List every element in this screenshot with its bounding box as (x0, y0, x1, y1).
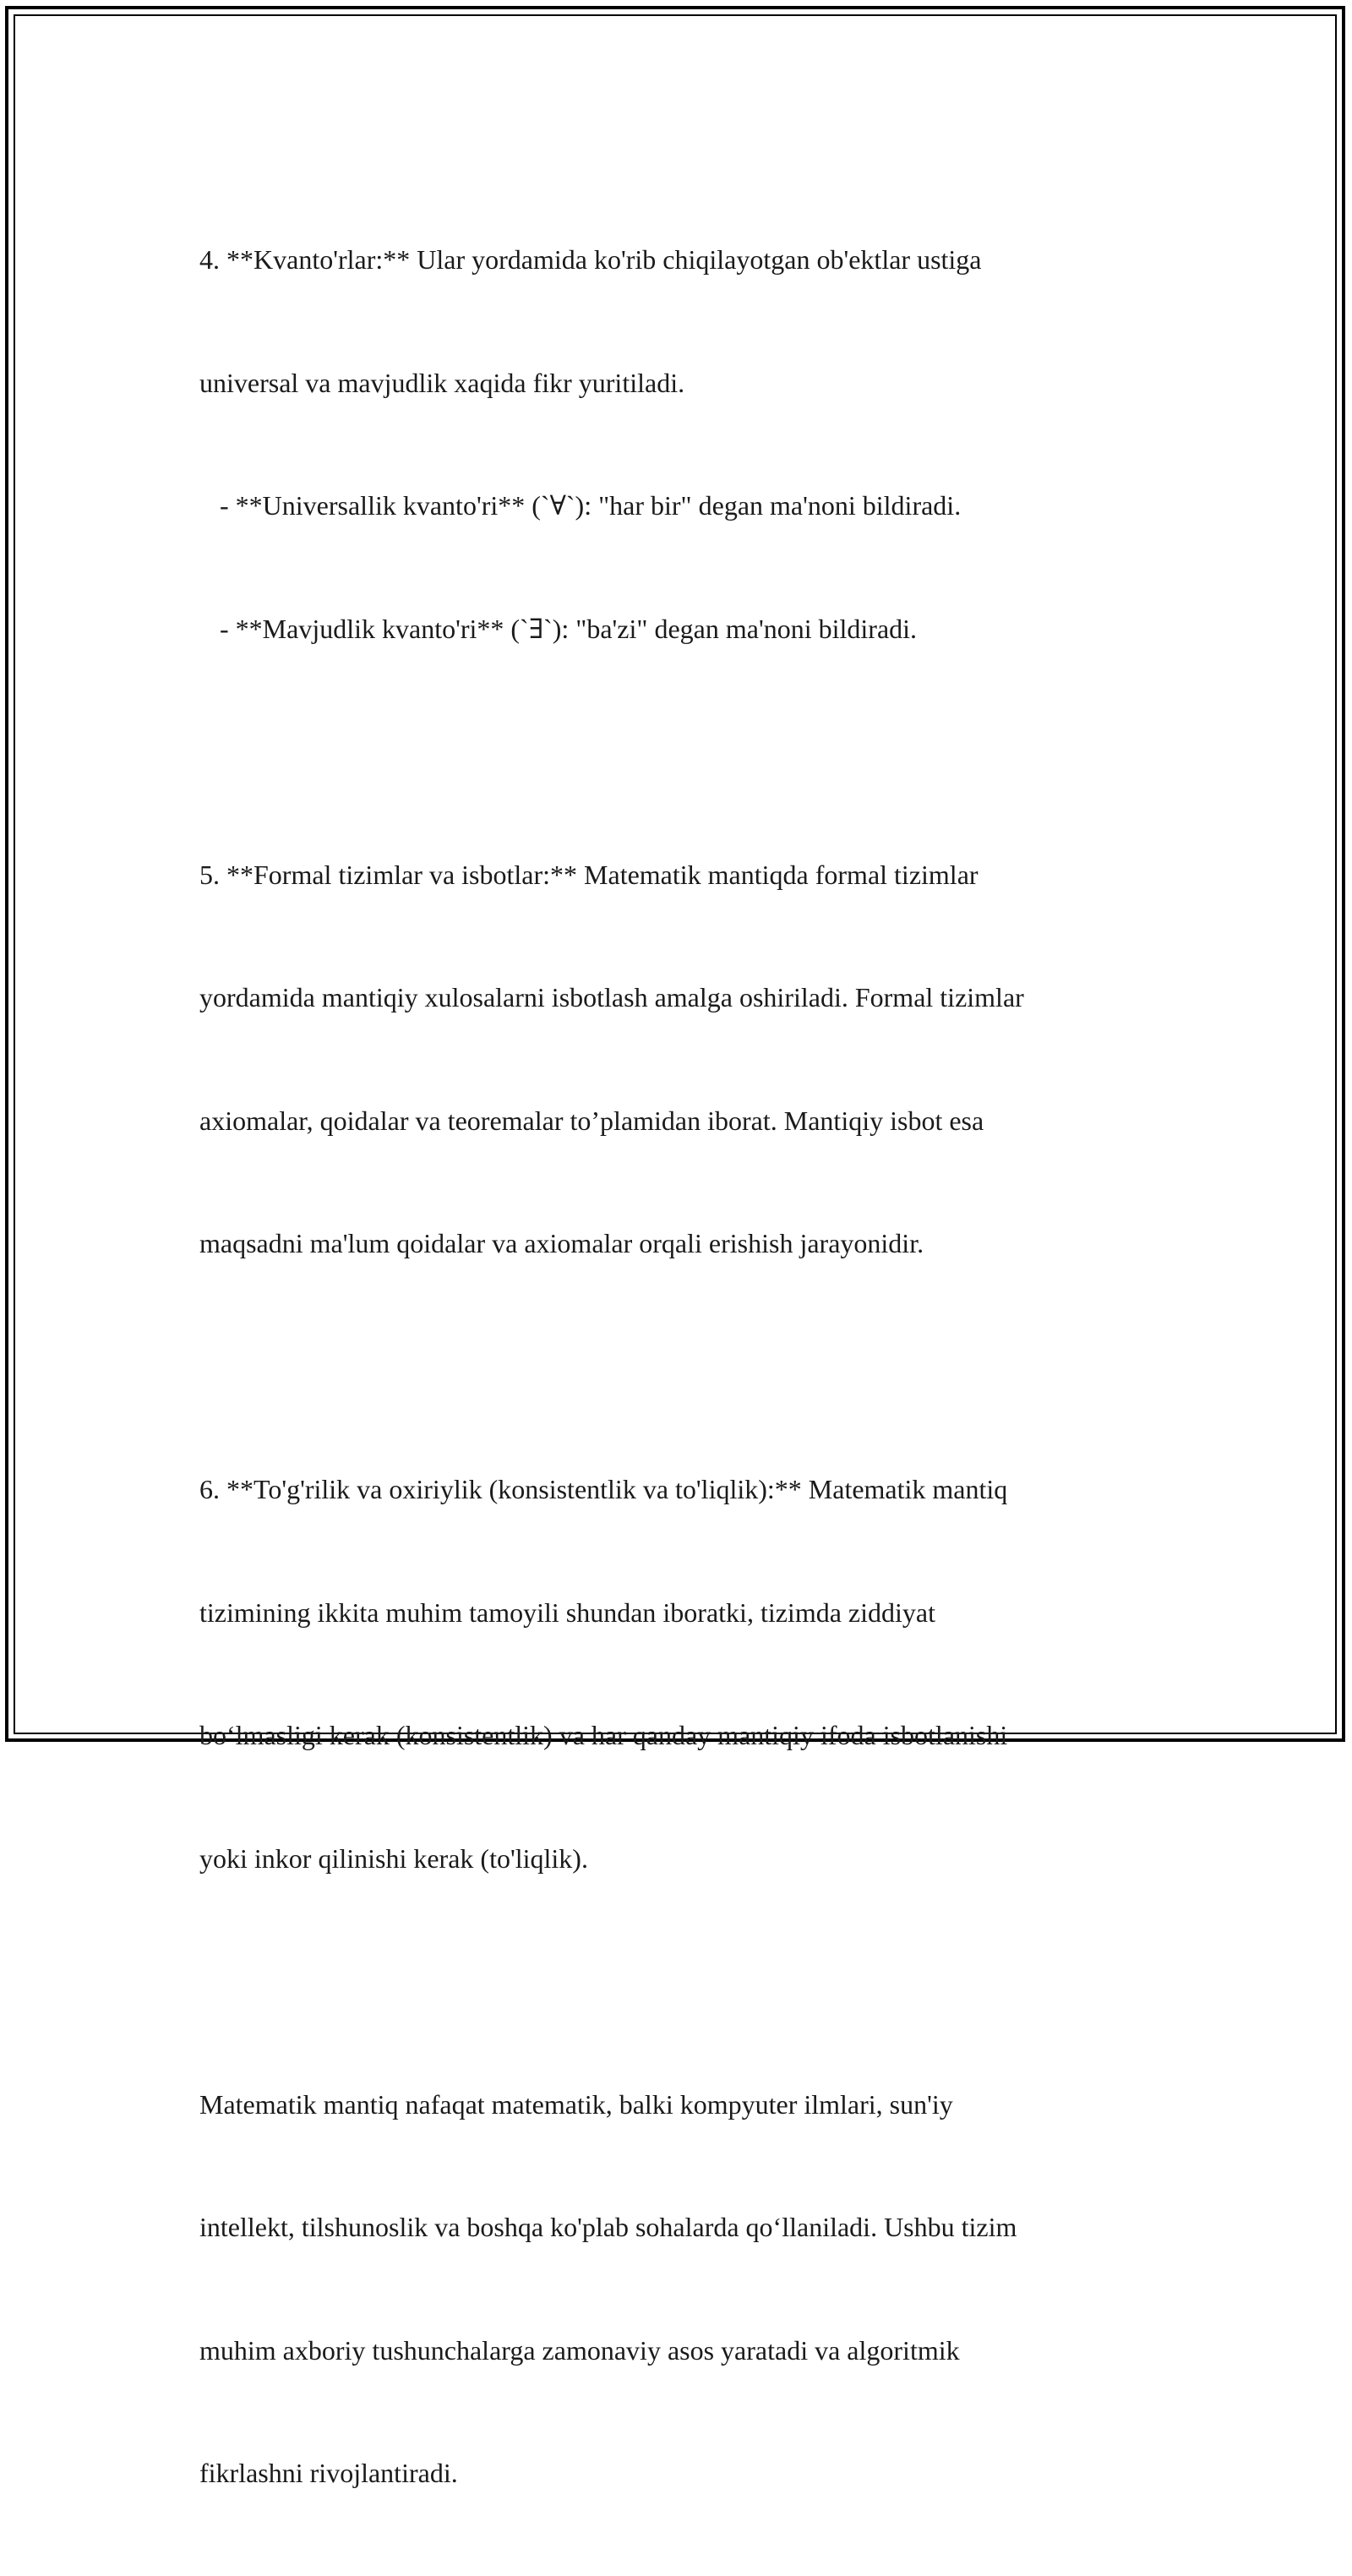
text-line: universal va mavjudlik xaqida fikr yuritiladi. (199, 367, 685, 398)
paragraph-quantifiers (199, 157, 1163, 731)
text-line: fikrlashni rivojlantiradi. (199, 2458, 458, 2488)
text-line: tizimining ikkita muhim tamoyili shundan iboratki, tizimda ziddiyat (199, 1596, 935, 1628)
paragraph-conclusion (199, 2002, 1163, 2576)
text-line: 4. **Kvanto'rlar:** Ular yordamida ko'rib chiqilayotgan ob'ektlar ustiga (199, 244, 982, 275)
list-item-existential-quantifier: - **Mavjudlik kvanto'ri** (`∃`): "ba'zi" degan ma'noni bildiradi. (199, 613, 918, 644)
list-item-universal-quantifier: - **Universallik kvanto'ri** (`∀`): "har bir" degan ma'noni bildiradi. (199, 490, 962, 521)
text-line: maqsadni ma'lum qoidalar va axiomalar orqali erishish jarayonidir. (199, 1228, 924, 1258)
text-line: muhim axboriy tushunchalarga zamonaviy asos yaratadi va algoritmik (199, 2334, 960, 2366)
text-line: 5. **Formal tizimlar va isbotlar:** Matematik mantiqda formal tizimlar (199, 859, 979, 890)
text-line: 6. **To'g'rilik va oxiriylik (konsistentlik va to'liqlik):** Matematik mantiq (199, 1474, 1008, 1504)
text-line: axiomalar, qoidalar va teoremalar to’plamidan iborat. Mantiqiy isbot esa (199, 1105, 984, 1136)
text-line: intellekt, tilshunoslik va boshqa ko'plab sohalarda qo‘llaniladi. Ushbu tizim (199, 2212, 1017, 2242)
text-line: yoki inkor qilinishi kerak (to'liqlik). (199, 1842, 588, 1874)
paragraph-formal-systems (199, 772, 1163, 1346)
document-body (199, 157, 1163, 2576)
text-line: bo‘lmasligi kerak (konsistentlik) va har qanday mantiqiy ifoda isbotlanishi (199, 1720, 1008, 1750)
paragraph-consistency-completeness (199, 1387, 1163, 1961)
text-line: Matematik mantiq nafaqat matematik, balki kompyuter ilmlari, sun'iy (199, 2088, 953, 2120)
text-line: yordamida mantiqiy xulosalarni isbotlash amalga oshiriladi. Formal tizimlar (199, 982, 1024, 1012)
